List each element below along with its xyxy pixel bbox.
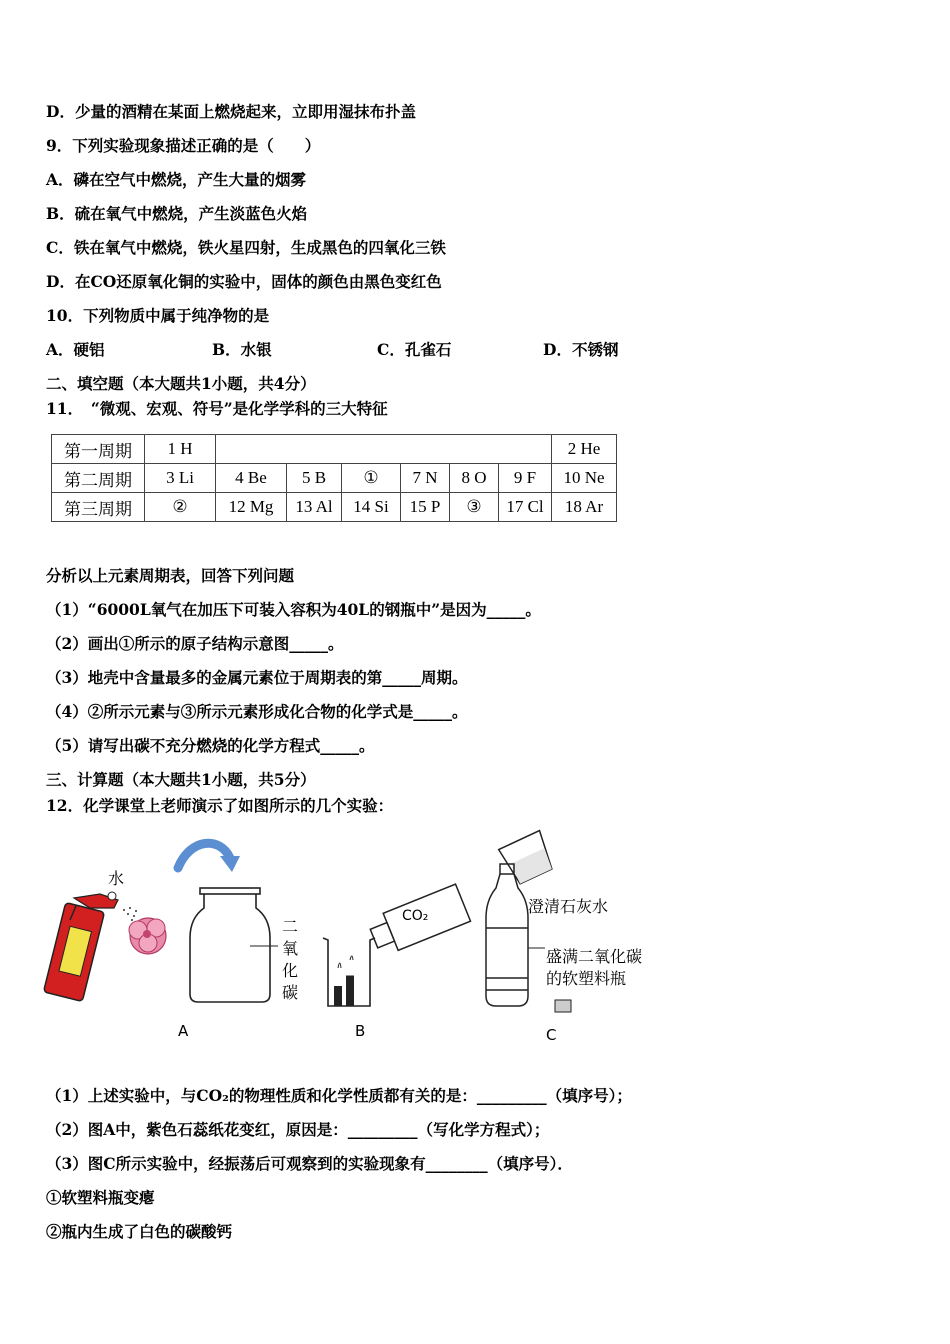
flower-icon: [129, 918, 166, 954]
spray-mist: [123, 907, 137, 921]
q9-option-c: C．铁在氧气中燃烧，铁火星四射，生成黑色的四氧化三铁: [46, 238, 446, 257]
table-gap: [216, 435, 552, 464]
label-b: B: [355, 1022, 366, 1040]
q12-sub3: （3）图C所示实验中，经振荡后可观察到的实验现象有________（填序号）．: [46, 1154, 573, 1173]
q10-option-c: C．孔雀石: [377, 340, 452, 359]
element-cell: 13 Al: [287, 493, 342, 522]
element-cell: 3 Li: [145, 464, 216, 493]
q8-option-d: D．少量的酒精在某面上燃烧起来，立即用湿抹布扑盖: [46, 102, 416, 121]
q11-sub4: （4）②所示元素与③所示元素形成化合物的化学式是_____。: [46, 702, 468, 721]
jar-label-char: 化: [282, 961, 299, 980]
arrow-head-icon: [220, 856, 240, 872]
element-cell: 14 Si: [342, 493, 401, 522]
q12-item2: ②瓶内生成了白色的碳酸钙: [46, 1222, 233, 1241]
q10-option-d: D．不锈钢: [543, 340, 619, 359]
element-cell: 5 B: [287, 464, 342, 493]
element-cell: 18 Ar: [552, 493, 617, 522]
bottle-label-2: 的软塑料瓶: [546, 969, 627, 988]
section2-title: 二、填空题（本大题共1小题，共4分）: [46, 374, 316, 393]
periodic-table: [51, 434, 617, 522]
q11-sub5: （5）请写出碳不充分燃烧的化学方程式_____。: [46, 736, 375, 755]
q9-option-d: D．在CO还原氧化铜的实验中，固体的颜色由黑色变红色: [46, 272, 442, 291]
q12-stem: 12．化学课堂上老师演示了如图所示的几个实验：: [46, 796, 394, 815]
element-cell: ③: [450, 493, 499, 522]
period-label: 第二周期: [52, 464, 145, 493]
q10-option-a: A．硬铝: [46, 340, 105, 359]
co2-label: CO₂: [402, 908, 429, 924]
element-cell: 9 F: [499, 464, 552, 493]
water-label: 水: [108, 869, 125, 888]
bottle-cap-icon: [555, 1000, 571, 1012]
section3-title: 三、计算题（本大题共1小题，共5分）: [46, 770, 316, 789]
cup-pouring-icon: [499, 831, 557, 886]
q9-option-b: B．硫在氧气中燃烧，产生淡蓝色火焰: [46, 204, 308, 223]
element-cell: 10 Ne: [552, 464, 617, 493]
element-cell: 8 O: [450, 464, 499, 493]
element-cell: ①: [342, 464, 401, 493]
q9-stem: 9．下列实验现象描述正确的是（ ）: [46, 136, 321, 155]
jar-label-char: 氧: [282, 939, 299, 958]
candle-steps-icon: [334, 956, 354, 1006]
element-cell: 12 Mg: [216, 493, 287, 522]
period-label: 第三周期: [52, 493, 145, 522]
element-cell: 4 Be: [216, 464, 287, 493]
element-cell: 1 H: [145, 435, 216, 464]
element-cell: ②: [145, 493, 216, 522]
bottle-label-1: 盛满二氧化碳: [546, 947, 643, 966]
label-c: C: [546, 1026, 557, 1044]
table-row-period-2: [52, 464, 617, 493]
element-cell: 17 Cl: [499, 493, 552, 522]
curved-arrow-icon: [178, 843, 230, 868]
table-row-period-3: [52, 493, 617, 522]
q11-sub2: （2）画出①所示的原子结构示意图_____。: [46, 634, 344, 653]
q11-sub3: （3）地壳中含量最多的金属元素位于周期表的第_____周期。: [46, 668, 468, 687]
plastic-bottle-icon: [486, 864, 528, 1006]
experiment-figure: [40, 828, 680, 1050]
q11-intro: 分析以上元素周期表，回答下列问题: [46, 566, 295, 585]
spray-bottle-icon: [43, 892, 118, 1001]
jar-label-char: 二: [282, 917, 299, 936]
q12-item1: ①软塑料瓶变瘪: [46, 1188, 155, 1207]
q9-option-a: A．磷在空气中燃烧，产生大量的烟雾: [46, 170, 307, 189]
element-cell: 7 N: [401, 464, 450, 493]
table-row-period-1: [52, 435, 617, 464]
gas-jar-icon: [190, 888, 270, 1002]
q12-sub2: （2）图A中，紫色石蕊纸花变红，原因是：_________（写化学方程式）；: [46, 1120, 550, 1139]
limewater-label: 澄清石灰水: [528, 897, 609, 916]
q11-sub1: （1）“6000L氧气在加压下可装入容积为40L的钢瓶中”是因为_____。: [46, 600, 541, 619]
q10-option-b: B．水银: [212, 340, 272, 359]
q10-stem: 10．下列物质中属于纯净物的是: [46, 306, 270, 325]
jar-label-char: 碳: [282, 983, 299, 1002]
q12-sub1: （1）上述实验中，与CO₂的物理性质和化学性质都有关的是：_________（填序号）；: [46, 1086, 632, 1105]
q11-stem: 11． “微观、宏观、符号”是化学学科的三大特征: [46, 399, 388, 418]
element-cell: 15 P: [401, 493, 450, 522]
element-cell: 2 He: [552, 435, 617, 464]
label-a: A: [178, 1022, 189, 1040]
period-label: 第一周期: [52, 435, 145, 464]
